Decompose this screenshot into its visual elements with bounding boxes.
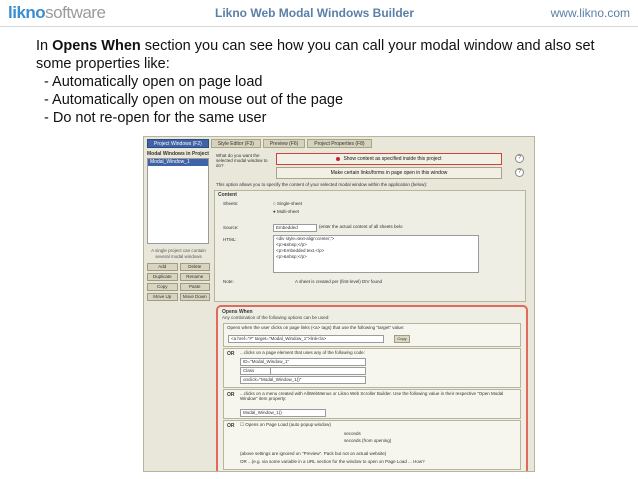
id-code-field[interactable]: ID="Modal_Window_1" — [240, 358, 366, 366]
duration-seconds-label: seconds (from opening) — [344, 438, 392, 443]
tab-project-properties[interactable]: Project Properties (F8) — [307, 139, 371, 148]
help-icon[interactable]: ? — [515, 168, 524, 177]
preview-note: (above settings are ignored on "Preview". Pack but not on actual website) — [240, 451, 387, 456]
option-note: This option allows you to specify the content of your selected modal window within the application (below): — [216, 182, 428, 187]
source-label: Source: — [223, 225, 239, 230]
add-button[interactable]: Add — [147, 263, 178, 271]
target-code-field[interactable]: <a href="#" target="Modal_Window_1">link</a> — [228, 335, 384, 343]
content-title: Content — [218, 192, 237, 198]
opens-when-title: Opens When — [222, 309, 253, 315]
content-section — [214, 190, 526, 302]
intro-paragraph — [36, 37, 616, 73]
or-label: OR — [227, 392, 235, 398]
logo-part2: software — [45, 3, 106, 22]
paste-button[interactable]: Paste — [180, 283, 211, 291]
tab-style-editor[interactable]: Style Editor (F3) — [211, 139, 261, 148]
opens-when-section — [216, 305, 528, 472]
logo-part1: likno — [8, 3, 46, 22]
duplicate-button[interactable]: Duplicate — [147, 273, 178, 281]
panel-title: Modal Windows in Project — [147, 151, 209, 157]
onclick-code-field[interactable]: onclick="Modal_Window_1()" — [240, 376, 366, 384]
modal-windows-panel — [147, 151, 210, 467]
html-line: <p>&nbsp;</p> — [276, 254, 307, 259]
bullet-item: - Automatically open on mouse out of the page — [44, 92, 344, 108]
page-load-checkbox[interactable]: ☐ Opens on Page Load (auto popup window) — [240, 422, 331, 427]
delay-seconds-label: seconds — [344, 431, 361, 436]
or-label: OR — [227, 423, 235, 429]
intro-prefix: In — [36, 38, 53, 54]
panel-buttons — [147, 263, 210, 301]
option2-label: Make certain links/forms in page open in this window — [330, 170, 448, 176]
link-target-block — [223, 323, 521, 347]
bullet-item: - Do not re-open for the same user — [44, 110, 267, 126]
single-sheet-label: Single-sheet — [276, 201, 302, 206]
radio-icon — [336, 157, 340, 161]
help-icon[interactable]: ? — [515, 154, 524, 163]
app-screenshot — [143, 136, 535, 472]
bullet-item: - Automatically open on page load — [44, 74, 263, 90]
list-item-selected[interactable]: Modal_Window_1 — [148, 159, 208, 166]
intro-bold: Opens When — [52, 38, 141, 54]
multi-sheet-radio[interactable]: ● Multi-sheet — [273, 209, 299, 214]
copy-code-button[interactable]: Copy — [394, 335, 410, 343]
class-code-field[interactable] — [270, 367, 366, 375]
tab-preview[interactable]: Preview (F6) — [263, 139, 305, 148]
copy-button[interactable]: Copy — [147, 283, 178, 291]
note-text: A sheet is created per (first-level) DIV found — [295, 279, 383, 284]
opens-when-subtitle: Any combination of the following options can be used: — [222, 315, 330, 320]
window-settings-panel — [214, 151, 530, 469]
class-select[interactable]: Class — [240, 367, 272, 375]
show-content-option[interactable] — [276, 153, 502, 165]
multi-sheet-label: Multi-sheet — [276, 209, 299, 214]
make-links-option[interactable] — [276, 167, 502, 179]
source-hint: (enter the actual content of all sheets belo — [319, 224, 403, 229]
app-tabs — [147, 139, 372, 148]
website-url[interactable]: www.likno.com — [550, 6, 630, 20]
sheets-label: Sheets: — [223, 201, 239, 206]
note-label: Note: — [223, 279, 234, 284]
html-line: <p>Embedded text.</p> — [276, 248, 325, 253]
page-load-block — [223, 420, 521, 470]
presentation-title: Likno Web Modal Windows Builder — [215, 6, 415, 20]
block2-text: ...clicks on a page element that uses any of the following code: — [240, 350, 365, 355]
single-sheet-radio[interactable]: ○ Single-sheet — [273, 201, 302, 206]
element-code-block — [223, 348, 521, 388]
block3-text: ...clicks on a menu created with AllWebMenus or Likno Web Scroller Builder. Use the following value in their respective "Open Modal Window" item property: — [240, 391, 504, 401]
menu-code-field[interactable]: Modal_Window_1() — [240, 409, 326, 417]
html-line: <div style=text-align:center;'> — [276, 236, 335, 241]
panel-note: A single project can contain several modal windows — [151, 248, 206, 259]
url-variable-note: OR ...(e.g. via some variable in a URL section for the window to open on Page Load ... How? — [240, 459, 425, 464]
modal-windows-list[interactable] — [147, 158, 209, 244]
delete-button[interactable]: Delete — [180, 263, 211, 271]
intro-suffix: section you can see how you can call your modal window and also set some properties like: — [36, 38, 595, 72]
move-up-button[interactable]: Move Up — [147, 293, 178, 301]
tab-project-windows[interactable]: Project Windows (F2) — [147, 139, 209, 148]
html-label: HTML: — [223, 237, 237, 242]
likno-logo — [8, 3, 105, 23]
html-editor[interactable] — [273, 235, 479, 273]
block1-text: Opens when the user clicks on page links (<a> tags) that use the following "target" value: — [227, 325, 405, 330]
html-line: <p>&nbsp;</p> — [276, 242, 307, 247]
slide-header — [0, 0, 638, 27]
rename-button[interactable]: Rename — [180, 273, 211, 281]
option1-label: Show content as specified inside this project — [343, 156, 442, 162]
menu-code-block — [223, 389, 521, 419]
move-down-button[interactable]: Move Down — [180, 293, 211, 301]
question-label: What do you want the selected modal window to do? — [216, 153, 268, 168]
description-text — [36, 37, 616, 127]
block4-label: Opens on Page Load (auto popup window) — [245, 422, 331, 427]
or-label: OR — [227, 351, 235, 357]
source-select[interactable]: Embedded — [273, 224, 317, 232]
